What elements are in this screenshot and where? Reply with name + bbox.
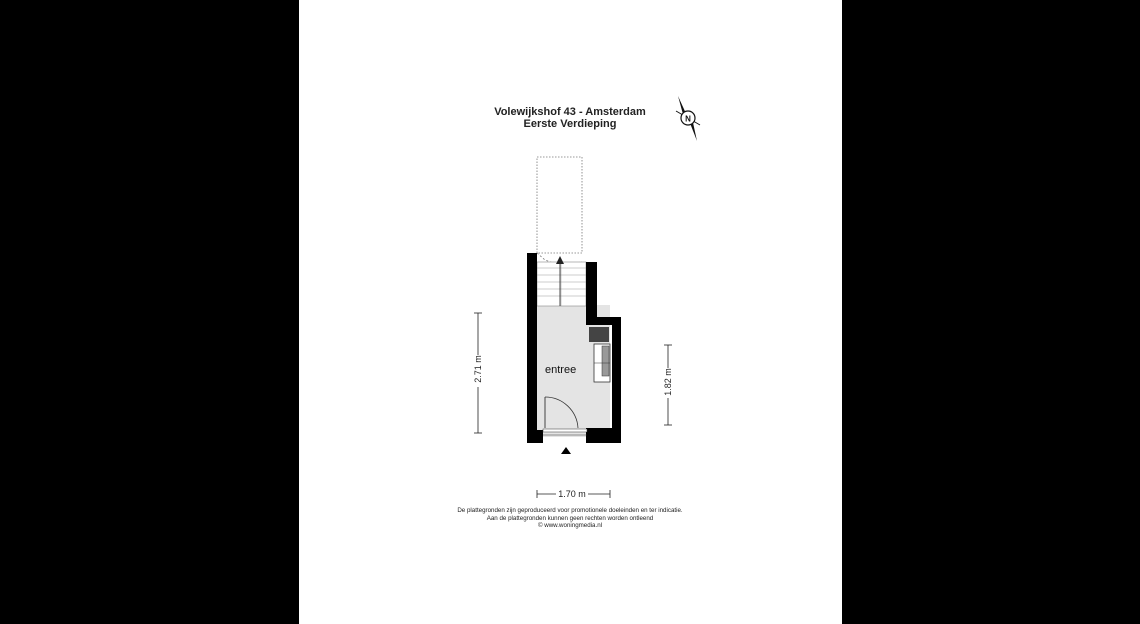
entrance-marker-icon bbox=[561, 447, 571, 454]
dimension-label-bottom: 1.70 m bbox=[558, 489, 586, 499]
room-label-entree: entree bbox=[545, 364, 577, 376]
disclaimer bbox=[410, 507, 730, 530]
dimension-label-right: 1.82 m bbox=[663, 368, 673, 396]
address-title: Volewijkshof 43 - Amsterdam bbox=[494, 106, 646, 118]
floor-title: Eerste Verdieping bbox=[523, 118, 617, 130]
compass-label: N bbox=[685, 114, 691, 124]
staircase bbox=[537, 256, 586, 306]
dimension-label-left: 2.71 m bbox=[473, 355, 483, 383]
balcony-outline bbox=[537, 157, 582, 253]
meter-cabinet bbox=[589, 327, 609, 342]
disclaimer-line-2: Aan de plattegronden kunnen geen rechten worden ontleend bbox=[486, 514, 654, 522]
disclaimer-line-1: De plattegronden zijn geproduceerd voor promotionele doeleinden en ter indicatie. bbox=[457, 507, 683, 514]
cupboard-appliance bbox=[602, 346, 609, 376]
disclaimer-line-3: © www.woningmedia.nl bbox=[537, 522, 603, 529]
north-arrow-icon bbox=[676, 96, 700, 141]
